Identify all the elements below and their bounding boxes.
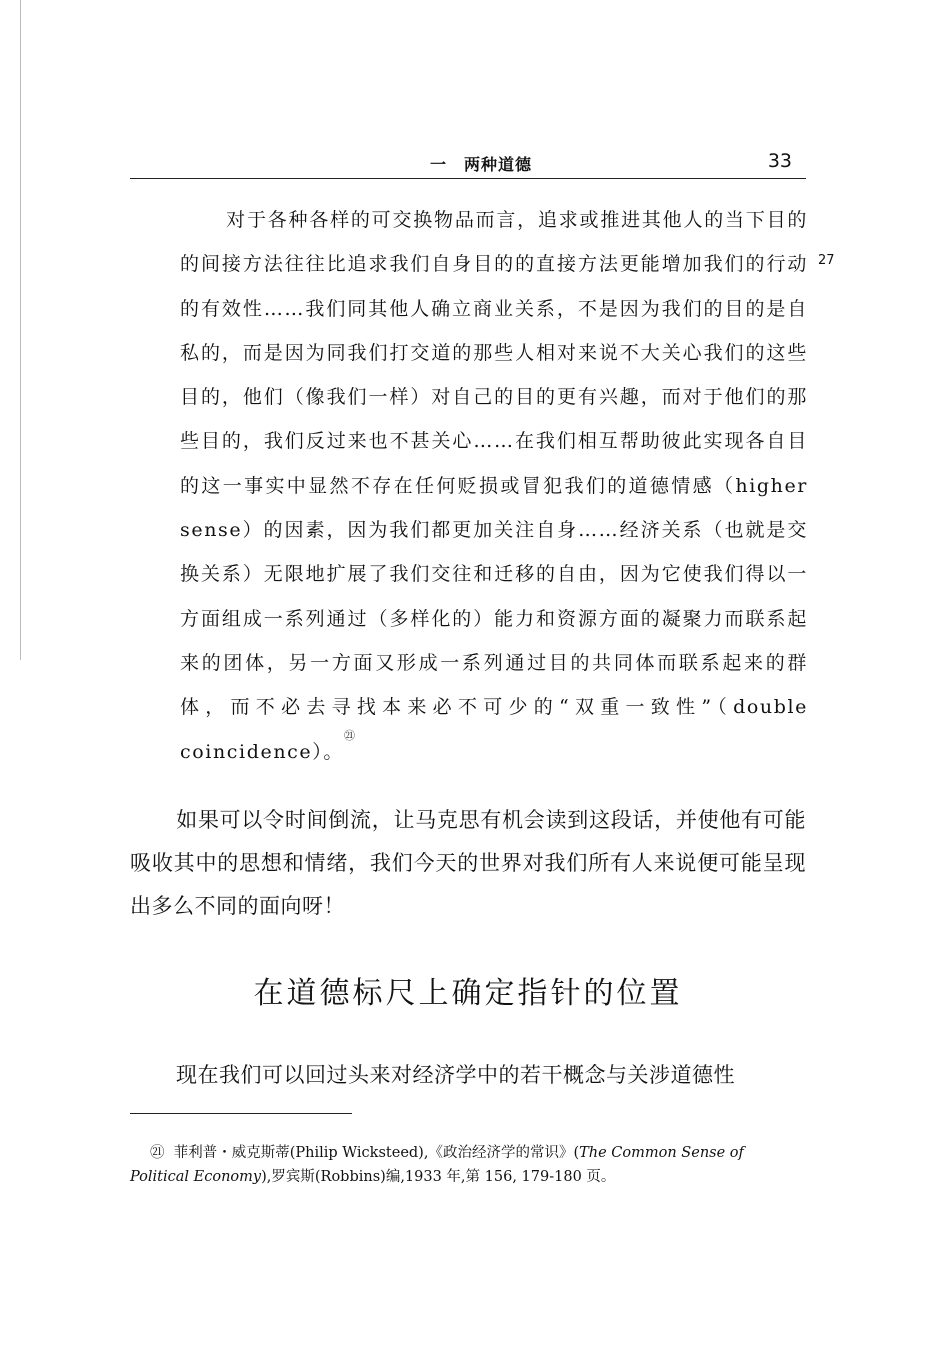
page-number: 33 (767, 150, 792, 172)
footnote-rule (130, 1113, 352, 1114)
chapter-title: 一 两种道德 (430, 155, 533, 174)
paragraph-text: 如果可以令时间倒流，让马克思有机会读到这段话，并使他有可能吸收其中的思想和情绪，我们今天的世界对我们所有人来说便可能呈现出多么不同的面向呀！ (130, 808, 806, 918)
footnote-marker: ㉑ (150, 1145, 165, 1161)
gutter-line (20, 0, 21, 660)
footnote-ref: ㉑ (343, 728, 357, 742)
quote-text: 对于各种各样的可交换物品而言，追求或推进其他人的当下目的的间接方法往往比追求我们自身目的的直接方法更能增加我们的行动的有效性……我们同其他人确立商业关系，不是因为我们的目的是自私的，而是因为同我们打交道的那些人相对来说不大关心我们的这些目的，他们（像我们一样）对自己的目的更有兴趣，而对于他们的那些目的，我们反过来也不甚关心……在我们相互帮助彼此实现各自目的这一事实中显然不存在任何贬损或冒犯我们的道德情感（higher sense）的因素，因为我们都更加关注自身……经济关系（也就是交换关系）无限地扩展了我们交往和迁移的自由，因为它使我们得以一方面组成一系列通过（多样化的）能力和资源方面的凝聚力而联系起来的团体，另一方面又形成一系列通过目的共同体而联系起来的群体，而不必去寻找本来必不可少的“双重一致性”（double coincidence）。 (180, 209, 808, 763)
footnote-text-before: 菲利普・威克斯蒂(Philip Wicksteed),《政治经济学的常识》( (173, 1145, 580, 1161)
section-heading: 在道德标尺上确定指针的位置 (253, 976, 683, 1011)
running-header (130, 152, 806, 180)
body-paragraph-2: 现在我们可以回过头来对经济学中的若干概念与关涉道德性 (176, 1063, 735, 1087)
margin-page-ref: 27 (818, 253, 835, 268)
block-quote (180, 198, 808, 774)
footnote-text-after: ),罗宾斯(Robbins)编,1933 年,第 156, 179-180 页。 (261, 1169, 616, 1185)
footnote (130, 1141, 806, 1189)
footnote-book-title: The Common Sense of Political Economy (130, 1145, 744, 1185)
header-rule (130, 178, 806, 179)
body-paragraph-1 (130, 799, 806, 928)
